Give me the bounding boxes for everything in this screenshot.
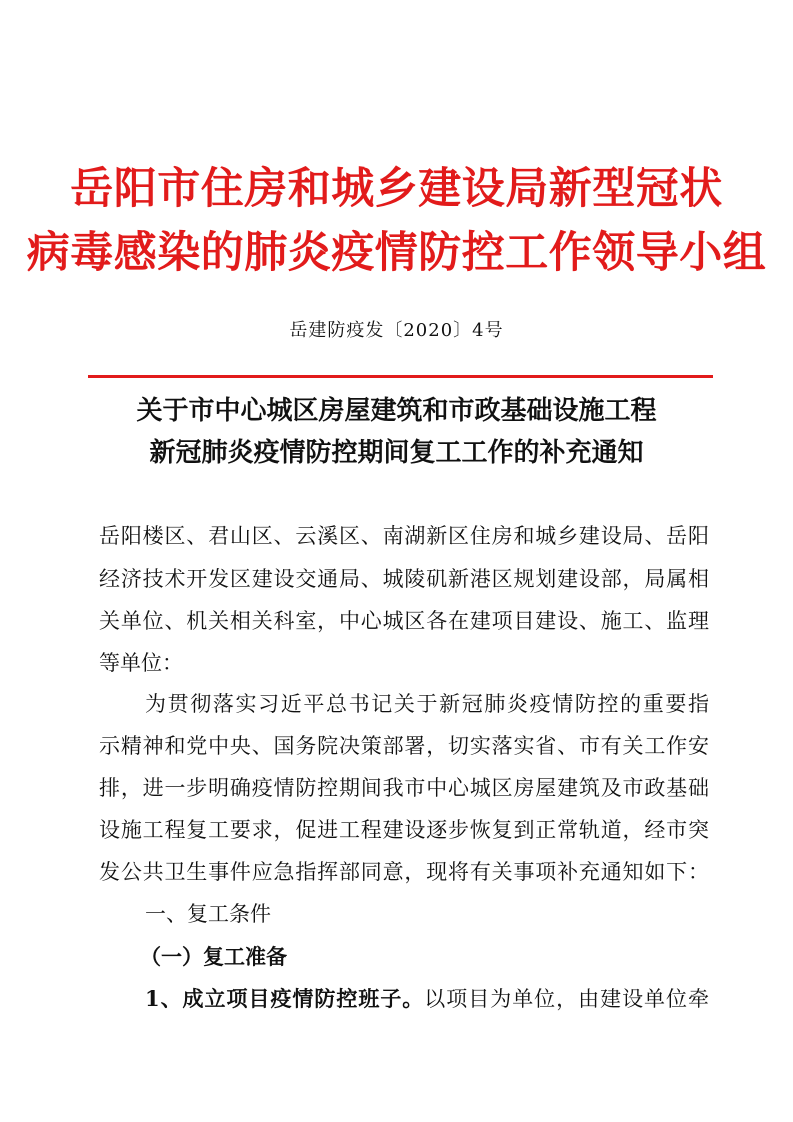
notice-title-line-1: 关于市中心城区房屋建筑和市政基础设施工程 <box>136 396 657 426</box>
intro-line: 示精神和党中央、国务院决策部署，切实落实省、市有关工作安 <box>99 734 709 758</box>
item-title: 1、成立项目疫情防控班子。 <box>145 986 425 1011</box>
recipients-line: 关单位、机关相关科室，中心城区各在建项目建设、施工、监理 <box>99 609 709 633</box>
item-text: 以项目为单位，由建设单位牵 <box>424 987 709 1011</box>
intro-line: 为贯彻落实习近平总书记关于新冠肺炎疫情防控的重要指 <box>145 692 709 716</box>
issuer-title-line-2: 病毒感染的肺炎疫情防控工作领导小组 <box>26 228 767 278</box>
intro-line: 设施工程复工要求，促进工程建设逐步恢复到正常轨道，经市突 <box>99 818 709 842</box>
section-heading: 一、复工条件 <box>145 902 271 926</box>
intro-line: 发公共卫生事件应急指挥部同意，现将有关事项补充通知如下： <box>99 860 709 884</box>
subsection-heading: （一）复工准备 <box>140 944 287 969</box>
issuer-title-line-1: 岳阳市住房和城乡建设局新型冠状 <box>70 164 723 214</box>
document-number: 岳建防疫发〔2020〕4号 <box>289 320 504 341</box>
red-divider-line <box>88 375 713 378</box>
recipients-line: 岳阳楼区、君山区、云溪区、南湖新区住房和城乡建设局、岳阳 <box>99 524 709 548</box>
intro-line: 排，进一步明确疫情防控期间我市中心城区房屋建筑及市政基础 <box>99 776 709 800</box>
notice-title-line-2: 新冠肺炎疫情防控期间复工工作的补充通知 <box>149 438 644 468</box>
recipients-line: 等单位： <box>99 651 183 675</box>
recipients-line: 经济技术开发区建设交通局、城陵矶新港区规划建设部，局属相 <box>99 567 709 591</box>
item-line <box>145 988 709 1010</box>
